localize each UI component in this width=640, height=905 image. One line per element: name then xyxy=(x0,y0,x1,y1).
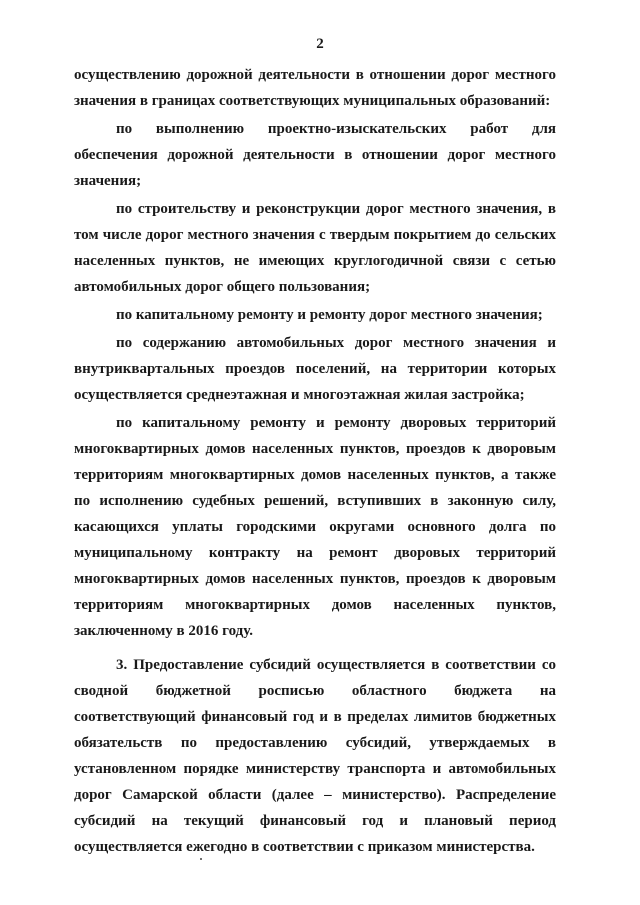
scan-speck xyxy=(200,858,202,860)
paragraph-repair: по капитальному ремонту и ремонту дорог местного значения; xyxy=(116,307,543,323)
paragraph-yard-territories: по капитальному ремонту и ремонту дворовых территорий многоквартирных домов населенных пунктов, проездов к дворовым территориям многоквартирных домов населенных пунктов, а также по исполнению судебных решений, вступивших в законную силу, касающихся уплаты городскими округами основного долга по муниципальному контракту на ремонт дворовых территорий многоквартирных домов населенных пунктов, проездов к дворовым территориям многоквартирных домов населенных пунктов, заключенному в 2016 году. xyxy=(74,415,556,639)
paragraph-construction: по строительству и реконструкции дорог местного значения, в том числе дорог местного значения с твердым покрытием до сельских населенных пунктов, не имеющих круглогодичной связи с сетью автомобильных дорог общего пользования; xyxy=(74,201,556,295)
paragraph-continuation: осуществлению дорожной деятельности в отношении дорог местного значения в границах соответствующих муниципальных образований: xyxy=(74,67,556,109)
paragraph-section-3: 3. Предоставление субсидий осуществляется в соответствии со сводной бюджетной росписью областного бюджета на соответствующий финансовый год и в пределах лимитов бюджетных обязательств по предоставлению субсидий, утверждаемых в установленном порядке министерству транспорта и автомобильных дорог Самарской области (далее – министерство). Распределение субсидий на текущий финансовый год и плановый период осуществляется ежегодно в соответствии с приказом министерства. xyxy=(74,657,556,855)
page-number: 2 xyxy=(316,36,324,52)
paragraph-maintenance: по содержанию автомобильных дорог местного значения и внутриквартальных проездов поселений, на территории которых осуществляется среднеэтажная и многоэтажная жилая застройка; xyxy=(74,335,556,403)
paragraph-design-survey: по выполнению проектно-изыскательских работ для обеспечения дорожной деятельности в отношении дорог местного значения; xyxy=(74,121,556,189)
document-body xyxy=(74,62,556,860)
